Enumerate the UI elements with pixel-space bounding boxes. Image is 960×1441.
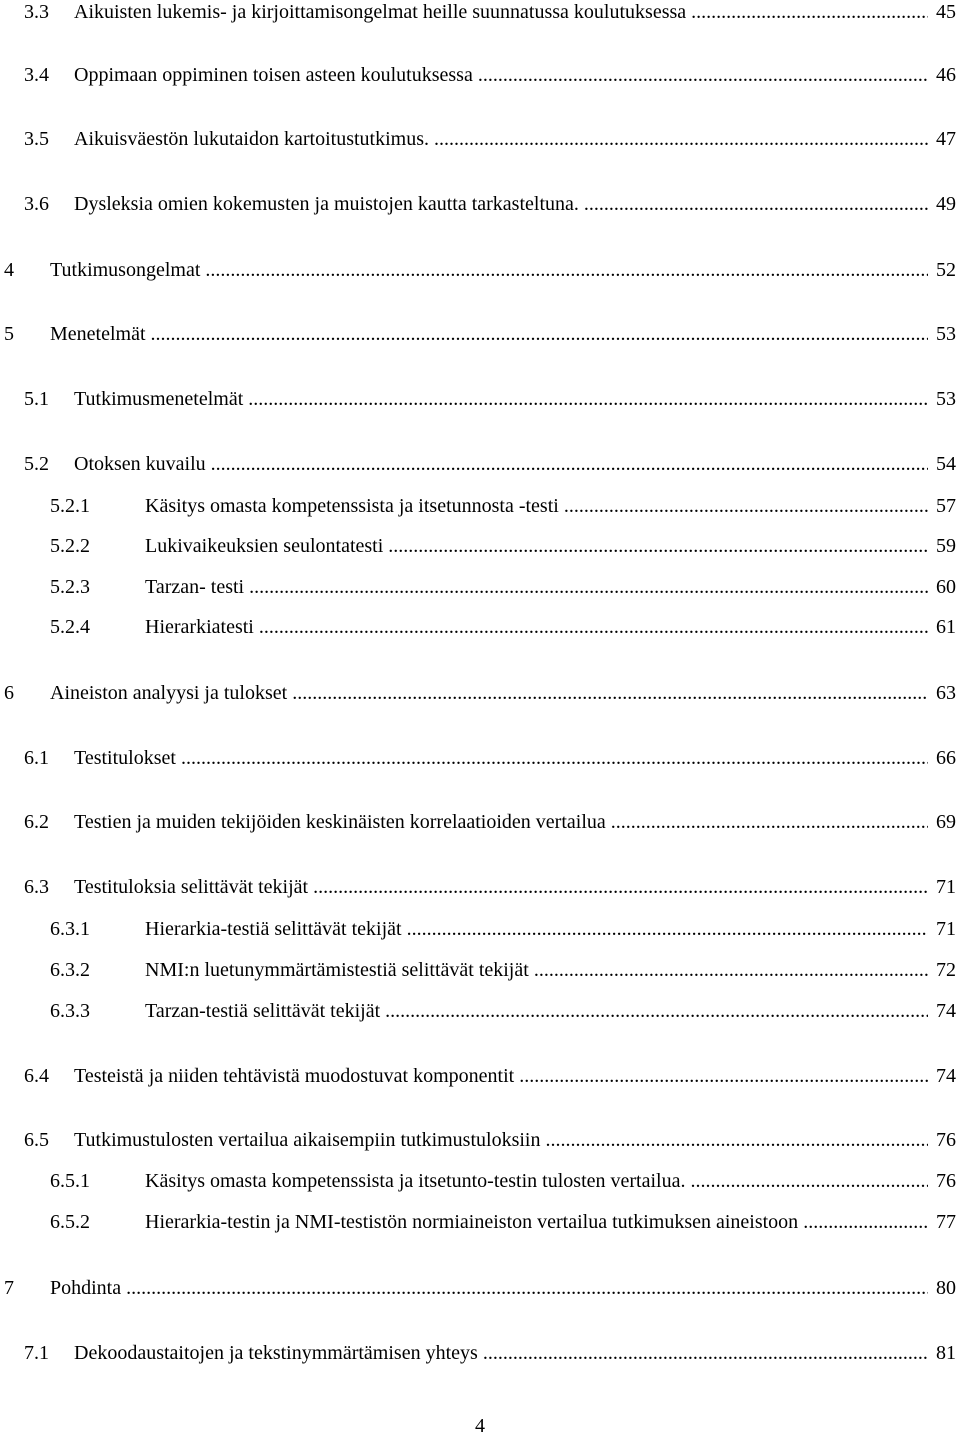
toc-entry-number: 3.3 bbox=[24, 1, 49, 23]
toc-entry-page: 63 bbox=[934, 678, 956, 708]
toc-entry-page: 47 bbox=[934, 124, 956, 154]
toc-entry-title: NMI:n luetunymmärtämistestiä selittävät tekijät ..... bbox=[145, 955, 928, 985]
toc-entry bbox=[0, 449, 958, 479]
toc-entry bbox=[0, 872, 958, 902]
toc-entry bbox=[0, 60, 958, 90]
toc-entry-title: Tutkimustulosten vertailua aikaisempiin tutkimustuloksiin ..... bbox=[74, 1125, 928, 1155]
toc-entry-number: 5 bbox=[4, 323, 14, 345]
toc-entry-number: 5.2 bbox=[24, 453, 49, 475]
toc-entry-number: 7.1 bbox=[24, 1342, 49, 1364]
toc-entry-number: 4 bbox=[4, 259, 14, 281]
toc-entry bbox=[0, 255, 958, 285]
toc-entry bbox=[0, 807, 958, 837]
toc-entry bbox=[0, 743, 958, 773]
toc-entry bbox=[0, 612, 958, 642]
toc-entry-number: 5.2.4 bbox=[50, 616, 90, 638]
toc-entry-page: 71 bbox=[934, 872, 956, 902]
toc-entry-title: Tarzan-testiä selittävät tekijät ..... bbox=[145, 996, 928, 1026]
toc-entry-title: Aineiston analyysi ja tulokset ..... bbox=[50, 678, 928, 708]
toc-entry bbox=[0, 955, 958, 985]
toc-entry-number: 6.5 bbox=[24, 1129, 49, 1151]
toc-entry-title: Hierarkia-testiä selittävät tekijät ..... bbox=[145, 914, 928, 944]
toc-entry-page: 54 bbox=[934, 449, 956, 479]
toc-entry-title: Aikuisten lukemis- ja kirjoittamisongelmat heille suunnatussa koulutuksessa ..... bbox=[74, 0, 928, 27]
toc-entry-page: 61 bbox=[934, 612, 956, 642]
toc-entry-number: 6 bbox=[4, 682, 14, 704]
toc-entry-title: Testitulokset ..... bbox=[74, 743, 928, 773]
toc-entry-title: Menetelmät ..... bbox=[50, 319, 928, 349]
toc-entry-title: Tarzan- testi ..... bbox=[145, 572, 928, 602]
toc-entry-page: 66 bbox=[934, 743, 956, 773]
toc-entry-number: 5.2.2 bbox=[50, 535, 90, 557]
toc-entry bbox=[0, 1061, 958, 1091]
toc-entry-page: 74 bbox=[934, 1061, 956, 1091]
toc-entry-title: Käsitys omasta kompetenssista ja itsetunto-testin tulosten vertailua. ..... bbox=[145, 1166, 928, 1196]
toc-entry-page: 69 bbox=[934, 807, 956, 837]
toc-entry-number: 6.3.2 bbox=[50, 959, 90, 981]
toc-entry bbox=[0, 189, 958, 219]
toc-entry bbox=[0, 384, 958, 414]
toc-entry-number: 6.4 bbox=[24, 1065, 49, 1087]
toc-entry bbox=[0, 914, 958, 944]
toc-entry bbox=[0, 531, 958, 561]
toc-entry-number: 5.1 bbox=[24, 388, 49, 410]
toc-entry-page: 49 bbox=[934, 189, 956, 219]
toc-entry bbox=[0, 319, 958, 349]
toc-entry bbox=[0, 678, 958, 708]
toc-entry-title: Lukivaikeuksien seulontatesti ..... bbox=[145, 531, 928, 561]
toc-entry-title: Testituloksia selittävät tekijät ..... bbox=[74, 872, 928, 902]
toc-entry-page: 57 bbox=[934, 491, 956, 521]
toc-entry-page: 80 bbox=[934, 1273, 956, 1303]
toc-entry-number: 6.5.2 bbox=[50, 1211, 90, 1233]
toc-entry-page: 53 bbox=[934, 319, 956, 349]
toc-entry-number: 6.1 bbox=[24, 747, 49, 769]
toc-entry-title: Pohdinta ..... bbox=[50, 1273, 928, 1303]
toc-entry-page: 76 bbox=[934, 1166, 956, 1196]
toc-entry-number: 6.3 bbox=[24, 876, 49, 898]
toc-entry-page: 72 bbox=[934, 955, 956, 985]
toc-entry-page: 52 bbox=[934, 255, 956, 285]
toc-entry bbox=[0, 0, 958, 27]
toc-entry-page: 53 bbox=[934, 384, 956, 414]
toc-entry bbox=[0, 996, 958, 1026]
toc-entry-page: 74 bbox=[934, 996, 956, 1026]
toc-entry-page: 46 bbox=[934, 60, 956, 90]
toc-entry bbox=[0, 1125, 958, 1155]
toc-entry-title: Dysleksia omien kokemusten ja muistojen kautta tarkasteltuna. ..... bbox=[74, 189, 928, 219]
toc-entry-title: Dekoodaustaitojen ja tekstinymmärtämisen yhteys ..... bbox=[74, 1338, 928, 1368]
toc-entry-number: 5.2.1 bbox=[50, 495, 90, 517]
toc-entry bbox=[0, 1207, 958, 1237]
toc-entry-title: Aikuisväestön lukutaidon kartoitustutkimus. ..... bbox=[74, 124, 928, 154]
toc-entry-title: Testien ja muiden tekijöiden keskinäisten korrelaatioiden vertailua ..... bbox=[74, 807, 928, 837]
toc-entry bbox=[0, 572, 958, 602]
toc-entry-page: 71 bbox=[934, 914, 956, 944]
toc-entry bbox=[0, 1273, 958, 1303]
toc-entry bbox=[0, 1166, 958, 1196]
toc-entry-title: Käsitys omasta kompetenssista ja itsetunnosta -testi ..... bbox=[145, 491, 928, 521]
toc-entry-title: Hierarkia-testin ja NMI-testistön normiaineiston vertailua tutkimuksen aineistoon ..... bbox=[145, 1207, 928, 1237]
toc-entry-title: Testeistä ja niiden tehtävistä muodostuvat komponentit ..... bbox=[74, 1061, 928, 1091]
toc-entry-title: Hierarkiatesti ..... bbox=[145, 612, 928, 642]
toc-entry-page: 59 bbox=[934, 531, 956, 561]
toc-entry-title: Otoksen kuvailu ..... bbox=[74, 449, 928, 479]
toc-entry-number: 6.2 bbox=[24, 811, 49, 833]
toc-entry-number: 3.6 bbox=[24, 193, 49, 215]
toc-entry-title: Tutkimusmenetelmät ..... bbox=[74, 384, 928, 414]
toc-entry-page: 81 bbox=[934, 1338, 956, 1368]
toc-entry-page: 45 bbox=[934, 0, 956, 27]
toc-entry bbox=[0, 491, 958, 521]
toc-entry-title: Oppimaan oppiminen toisen asteen koulutuksessa ..... bbox=[74, 60, 928, 90]
toc-entry-number: 6.5.1 bbox=[50, 1170, 90, 1192]
page-number: 4 bbox=[475, 1415, 485, 1437]
toc-entry-number: 3.5 bbox=[24, 128, 49, 150]
toc-entry bbox=[0, 124, 958, 154]
toc-entry-page: 60 bbox=[934, 572, 956, 602]
toc-entry-page: 77 bbox=[934, 1207, 956, 1237]
toc-entry bbox=[0, 1338, 958, 1368]
toc-entry-title: Tutkimusongelmat ..... bbox=[50, 255, 928, 285]
toc-entry-number: 5.2.3 bbox=[50, 576, 90, 598]
toc-entry-page: 76 bbox=[934, 1125, 956, 1155]
toc-entry-number: 6.3.1 bbox=[50, 918, 90, 940]
toc-entry-number: 6.3.3 bbox=[50, 1000, 90, 1022]
toc-entry-number: 3.4 bbox=[24, 64, 49, 86]
toc-entry-number: 7 bbox=[4, 1277, 14, 1299]
